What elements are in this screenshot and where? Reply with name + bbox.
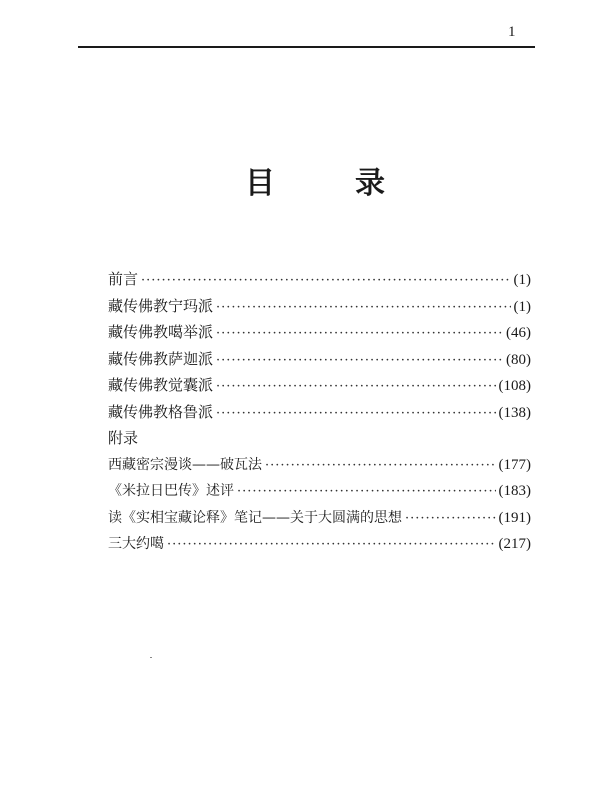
- title-char-2: 录: [355, 166, 385, 201]
- toc-entry-title: 藏传佛教格鲁派: [108, 402, 214, 421]
- toc-entry-title: 藏传佛教噶举派: [108, 323, 214, 341]
- toc-entry-page: (108): [498, 378, 531, 394]
- dot-leader: [216, 406, 495, 421]
- toc-entry-page: (1): [513, 298, 531, 315]
- toc-entry-page: (177): [498, 456, 531, 473]
- dot-leader: [216, 379, 495, 394]
- page-number: 1: [508, 24, 516, 40]
- table-of-contents: [108, 268, 531, 560]
- toc-entry: [108, 401, 531, 428]
- dot-leader: [265, 458, 496, 473]
- dot-leader: [141, 273, 510, 288]
- title-char-1: 目: [245, 166, 275, 201]
- toc-entry-title: 三大约噶: [108, 536, 164, 552]
- toc-entry: [108, 268, 531, 295]
- toc-entry-title: 《米拉日巴传》述评: [108, 483, 234, 499]
- page-title: [245, 158, 385, 202]
- toc-entry: [108, 533, 531, 560]
- dot-leader: [216, 300, 510, 315]
- toc-entry-page: (80): [506, 351, 531, 368]
- toc-entry-page: (183): [498, 483, 531, 499]
- toc-entry-title: 前言: [108, 270, 139, 288]
- toc-entry-title: 读《实相宝藏论释》笔记——关于大圆满的思想: [108, 509, 402, 526]
- scan-speck: [150, 657, 152, 658]
- toc-entry-page: (1): [513, 272, 531, 288]
- dot-leader: [216, 353, 503, 368]
- toc-entry: [108, 321, 531, 348]
- dot-leader: [216, 326, 503, 341]
- appendix-heading: [108, 427, 531, 454]
- toc-entry-title: 藏传佛教觉囊派: [108, 376, 214, 394]
- toc-entry-title: 西藏密宗漫谈——破瓦法: [108, 456, 262, 473]
- toc-entry-title: 藏传佛教宁玛派: [108, 296, 214, 315]
- dot-leader: [167, 537, 496, 552]
- toc-entry-page: (191): [498, 509, 531, 526]
- toc-entry: [108, 480, 531, 507]
- toc-entry: [108, 454, 531, 481]
- dot-leader: [237, 484, 496, 499]
- toc-entry: [108, 507, 531, 534]
- toc-entry: [108, 348, 531, 375]
- toc-entry-page: (138): [498, 404, 531, 421]
- toc-entry-page: (46): [506, 325, 531, 341]
- appendix-heading-label: 附录: [108, 429, 139, 447]
- dot-leader: [405, 511, 496, 526]
- toc-entry-page: (217): [498, 536, 531, 552]
- toc-entry-title: 藏传佛教萨迦派: [108, 349, 214, 368]
- toc-entry: [108, 295, 531, 322]
- toc-entry: [108, 374, 531, 401]
- header-rule: [78, 46, 535, 48]
